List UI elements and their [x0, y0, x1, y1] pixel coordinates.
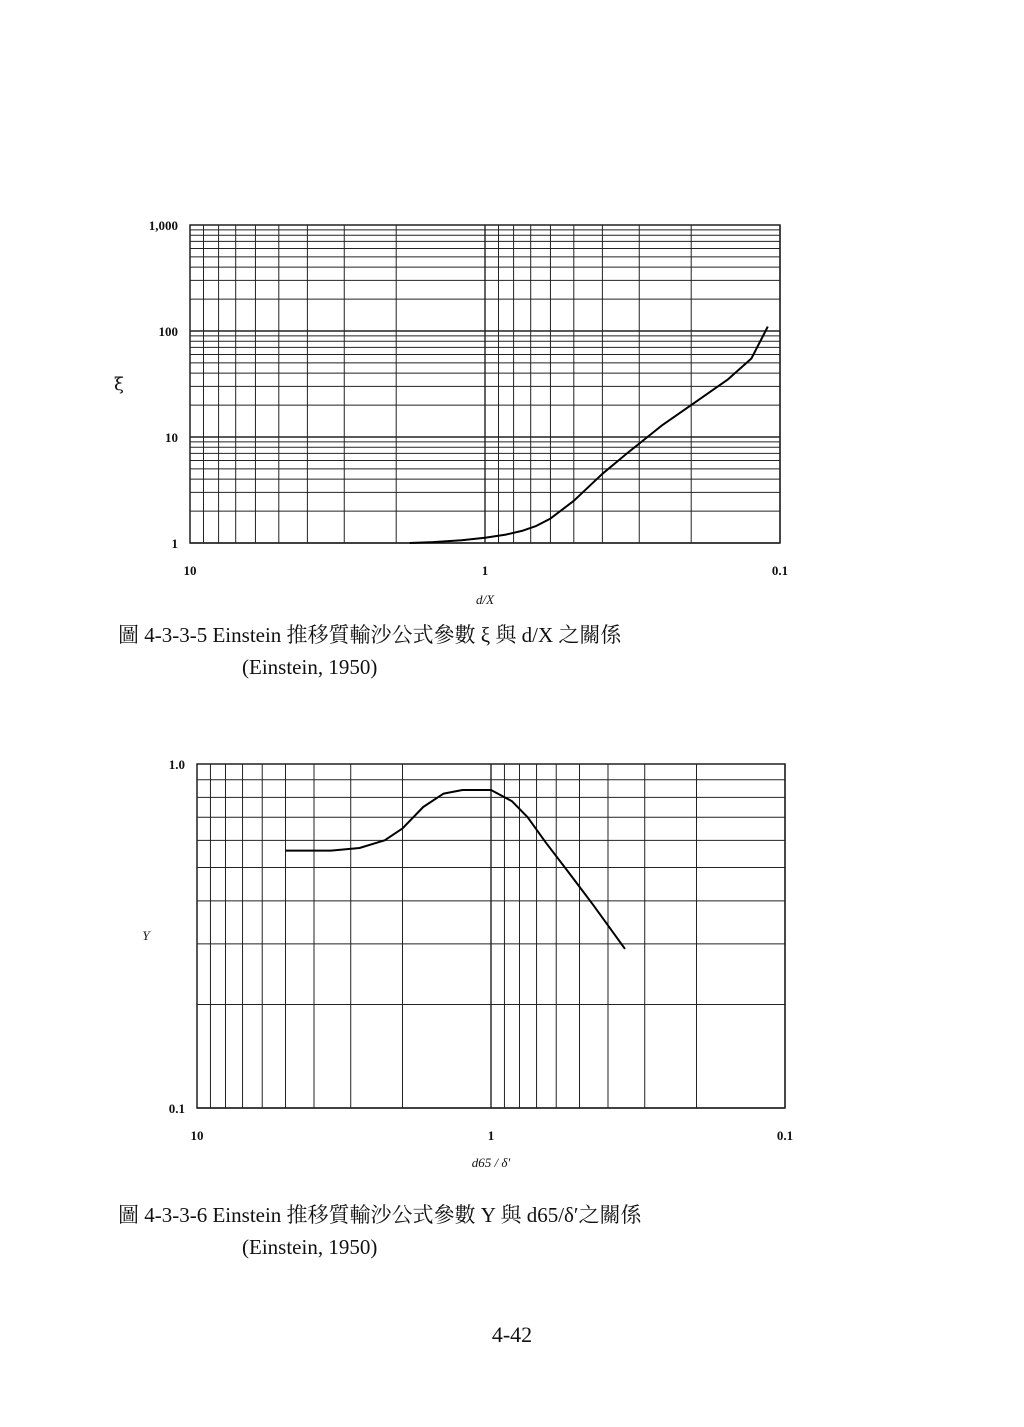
x-tick-label: 1: [481, 563, 489, 578]
x-tick-label: 0.1: [771, 563, 789, 578]
x-tick-label: 10: [183, 563, 197, 578]
series-line: [286, 790, 626, 949]
plot-grid: [197, 764, 785, 1108]
y-tick-label: 10: [165, 430, 178, 445]
x-tick-label: 0.1: [776, 1128, 794, 1143]
chart-y-vs-d65: [0, 740, 1024, 1180]
x-axis-label: d65 / δ': [471, 1155, 511, 1170]
figure-caption: [118, 619, 621, 683]
caption-source: (Einstein, 1950): [242, 1235, 378, 1259]
plot-grid: [190, 225, 780, 543]
x-tick-label: 10: [190, 1128, 204, 1143]
caption-title: 圖 4-3-3-5 Einstein 推移質輸沙公式參數 ξ 與 d/X 之關係: [118, 623, 622, 647]
y-tick-label: 1,000: [148, 218, 178, 233]
page-number: 4-42: [491, 1322, 533, 1347]
figure-caption: [118, 1199, 642, 1263]
series-line: [410, 327, 768, 543]
y-axis-label: Y: [142, 928, 150, 943]
x-axis-label: d/X: [475, 592, 495, 607]
y-tick-label: 1: [171, 536, 178, 551]
caption-title: 圖 4-3-3-6 Einstein 推移質輸沙公式參數 Y 與 d65/δ′之關係: [118, 1203, 642, 1227]
chart-xi-vs-dx: [0, 200, 1024, 620]
data-series: [286, 790, 626, 949]
caption-source: (Einstein, 1950): [242, 655, 378, 679]
y-tick-label: 1.0: [168, 757, 185, 772]
x-tick-label: 1: [487, 1128, 495, 1143]
y-axis-label: ξ: [114, 374, 124, 395]
y-tick-label: 0.1: [168, 1101, 185, 1116]
data-series: [410, 327, 768, 543]
y-tick-label: 100: [158, 324, 178, 339]
